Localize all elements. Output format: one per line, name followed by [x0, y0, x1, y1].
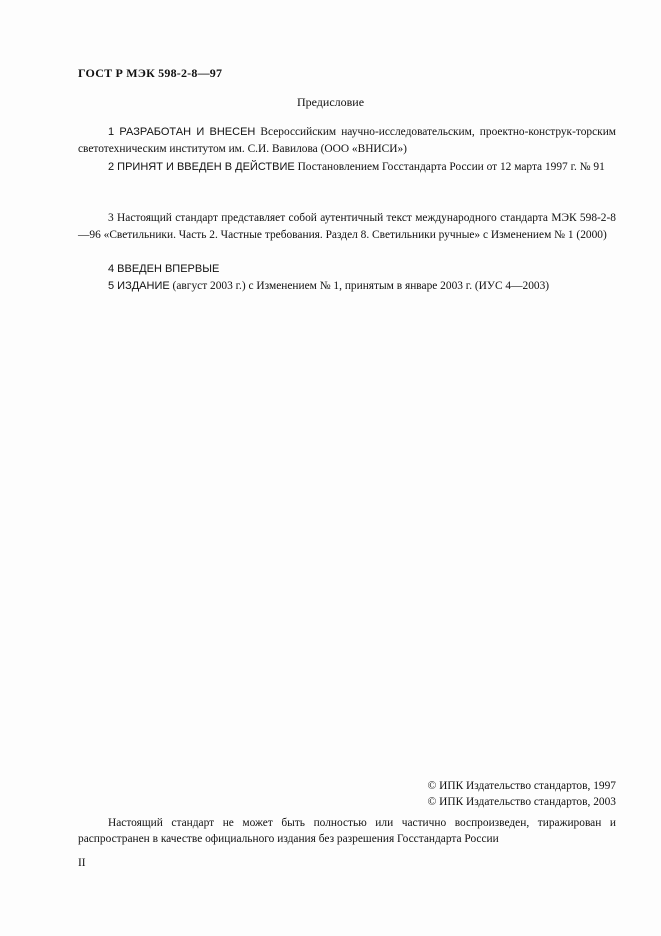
foreword-item-3 — [78, 210, 616, 244]
foreword-title: Предисловие — [296, 95, 365, 109]
item-1-lead: 1 РАЗРАБОТАН И ВНЕСЕН — [108, 126, 256, 138]
page-number: II — [78, 857, 86, 869]
document-id-header: ГОСТ Р МЭК 598-2-8—97 — [78, 66, 223, 80]
copyright-1997: © ИПК Издательство стандартов, 1997 — [427, 780, 616, 792]
foreword-item-2 — [78, 159, 616, 176]
item-2-lead: 2 ПРИНЯТ И ВВЕДЕН В ДЕЙСТВИЕ — [108, 161, 295, 173]
foreword-item-5 — [78, 278, 616, 295]
item-1-text: Всероссийским научно-исследовательским, проектно-конструк-торским светотехническим институтом им. С.И. Вавилова (ООО «ВНИСИ») — [78, 126, 616, 155]
foreword-item-1 — [78, 124, 616, 158]
item-5-lead: 5 ИЗДАНИЕ — [108, 280, 170, 292]
item-2-text: Постановлением Госстандарта России от 12 марта 1997 г. № 91 — [294, 161, 605, 173]
foreword-item-4 — [78, 261, 616, 278]
item-3-text: 3 Настоящий стандарт представляет собой аутентичный текст международного стандарта МЭК 598-2-8—96 «Светильники. Часть 2. Частные требования. Раздел 8. Светильники ручные» с Изменением № 1 (2000) — [78, 212, 616, 241]
copyright-2003: © ИПК Издательство стандартов, 2003 — [427, 796, 616, 808]
reproduction-notice: Настоящий стандарт не может быть полностью или частично воспроизведен, тиражирован и распространен в качестве официального издания без разрешения Госстандарта России — [78, 817, 616, 845]
item-5-text: (август 2003 г.) с Изменением № 1, принятым в январе 2003 г. (ИУС 4—2003) — [169, 280, 550, 292]
item-4-lead: 4 ВВЕДЕН ВПЕРВЫЕ — [108, 263, 220, 275]
